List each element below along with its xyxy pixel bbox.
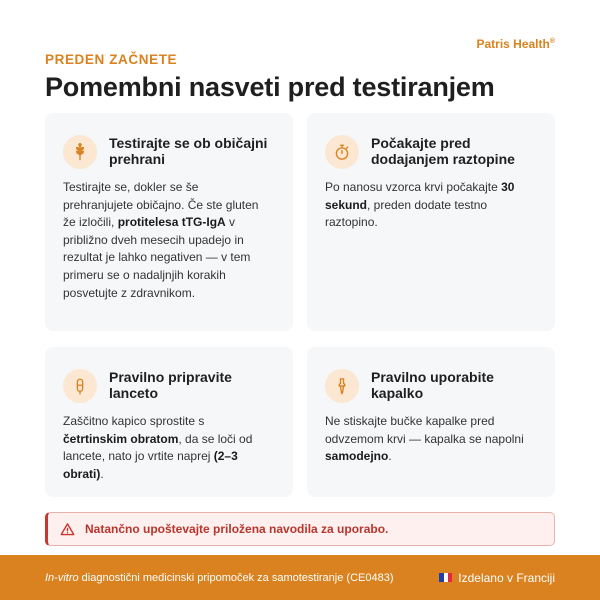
made-in-text: Izdelano v Franciji bbox=[458, 570, 555, 585]
stopwatch-icon bbox=[325, 135, 359, 169]
brand-name: Patris Health bbox=[476, 37, 550, 51]
card-title: Testirajte se ob običajni prehrani bbox=[109, 135, 268, 167]
page-title: Pomembni nasveti pred testiranjem bbox=[45, 72, 495, 102]
eyebrow-label: PREDEN ZAČNETE bbox=[45, 52, 178, 67]
tip-card-wait-before-solution bbox=[307, 113, 555, 331]
tip-card-prepare-lancet bbox=[45, 347, 293, 497]
card-text: Ne stiskajte bučke kapalke pred odvzemom krvi — kapalka se napolni samodejno. bbox=[325, 414, 524, 464]
card-text: Zaščitno kapico sprostite s četrtinskim obratom, da se loči od lancete, nato jo vrtite naprej (2–3 obrati). bbox=[63, 414, 253, 481]
card-text: Po nanosu vzorca krvi počakajte 30 sekund, preden dodate testno raztopino. bbox=[325, 180, 515, 230]
registered-mark: ® bbox=[549, 38, 555, 45]
footer-bar bbox=[0, 555, 600, 600]
french-flag-icon bbox=[439, 573, 452, 582]
warning-banner bbox=[45, 512, 555, 546]
card-text: Testirajte se, dokler se še prehranjujete običajno. Če ste gluten že izločili, protitelesa tTG-IgA v približno dveh mesecih upadejo in rezultat je lahko negativen — v tem primeru se o nadaljnjih korakih posvetujte z zdravnikom. bbox=[63, 180, 259, 300]
footer-disclaimer: In-vitro diagnostični medicinski pripomoček za samotestiranje (CE0483) bbox=[45, 571, 394, 584]
made-in-label bbox=[439, 571, 555, 585]
wheat-icon bbox=[63, 135, 97, 169]
warning-text: Natančno upoštevajte priložena navodila za uporabo. bbox=[85, 522, 389, 536]
card-title: Pravilno uporabite kapalko bbox=[371, 369, 494, 401]
warning-triangle-icon bbox=[60, 522, 75, 537]
tip-card-normal-diet bbox=[45, 113, 293, 331]
tip-card-use-dropper bbox=[307, 347, 555, 497]
card-title: Pravilno pripravite lanceto bbox=[109, 369, 232, 401]
card-title: Počakajte pred dodajanjem raztopine bbox=[371, 135, 515, 167]
lancet-icon bbox=[63, 369, 97, 403]
brand-logo bbox=[476, 37, 555, 51]
dropper-icon bbox=[325, 369, 359, 403]
